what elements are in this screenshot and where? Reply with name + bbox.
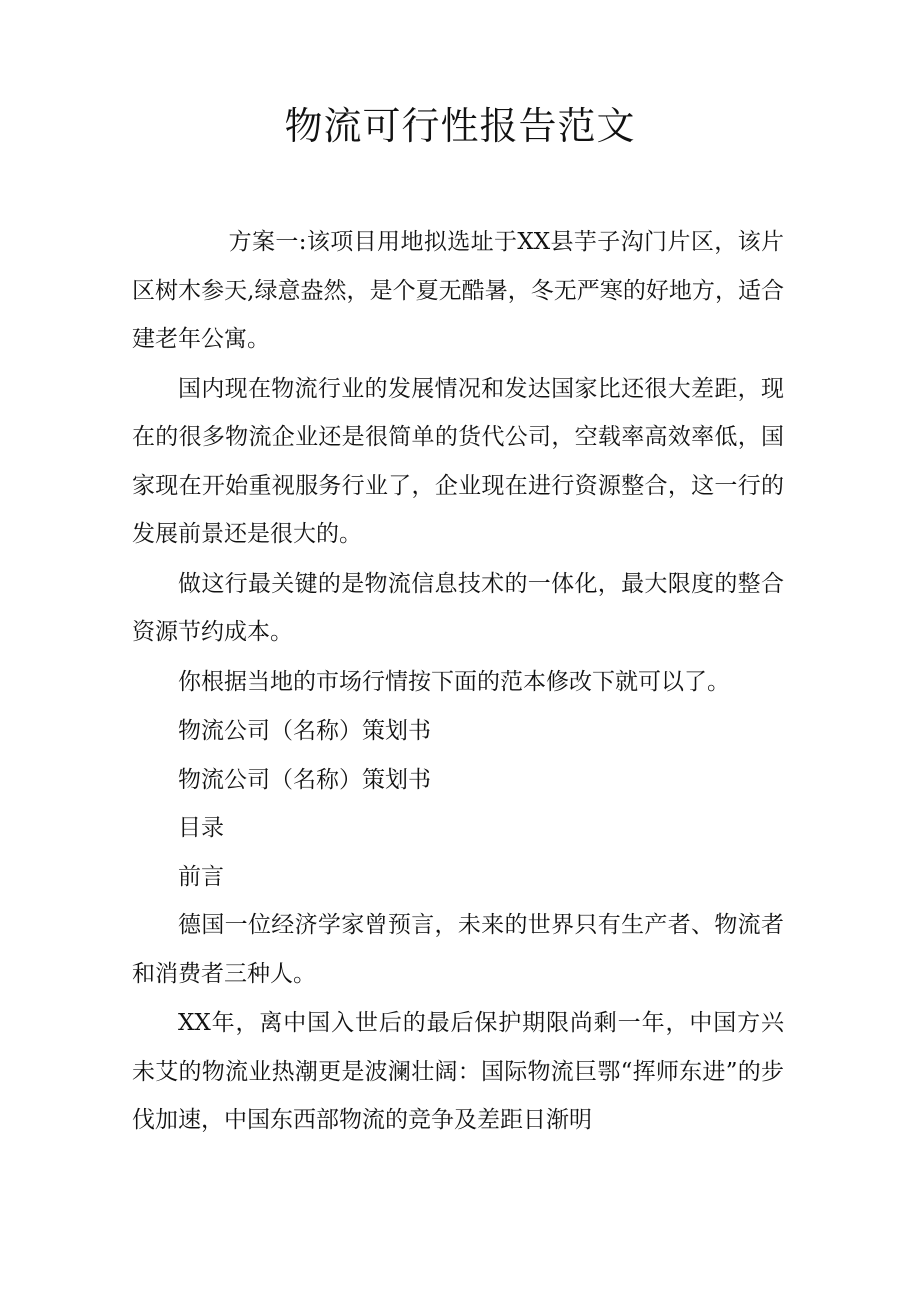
document-title: 物流可行性报告范文 xyxy=(284,104,636,148)
paragraph-economist-quote: 德国一位经济学家曾预言，未来的世界只有生产者、物流者和消费者三种人。 xyxy=(132,912,784,987)
paragraph-wto-context: XX年，离中国入世后的最后保护期限尚剩一年，中国方兴未艾的物流业热潮更是波澜壮阔：国际物流巨鄂“挥师东进”的步伐加速，中国东西部物流的竞争及差距日渐明 xyxy=(132,1010,784,1133)
line-plan-title-repeat: 物流公司（名称）策划书 xyxy=(178,766,431,793)
paragraph-key-point: 做这行最关键的是物流信息技术的一体化，最大限度的整合资源节约成本。 xyxy=(132,570,784,645)
line-plan-title: 物流公司（名称）策划书 xyxy=(178,718,431,744)
paragraph-plan-one: 方案一:该项目用地拟选址于XX县芋子沟门片区，该片区树木参天,绿意盎然，是个夏无酷暑，冬无严寒的好地方，适合建老年公寓。 xyxy=(132,229,784,352)
document-body xyxy=(132,218,784,1146)
paragraph-instruction: 你根据当地的市场行情按下面的范本修改下就可以了。 xyxy=(178,668,730,695)
paragraph-industry-status: 国内现在物流行业的发展情况和发达国家比还很大差距，现在的很多物流企业还是很简单的货代公司，空载率高效率低，国家现在开始重视服务行业了，企业现在进行资源整合，这一行的发展前景还是很大的。 xyxy=(132,375,784,547)
line-preface: 前言 xyxy=(178,863,224,890)
line-table-of-contents: 目录 xyxy=(178,815,224,841)
